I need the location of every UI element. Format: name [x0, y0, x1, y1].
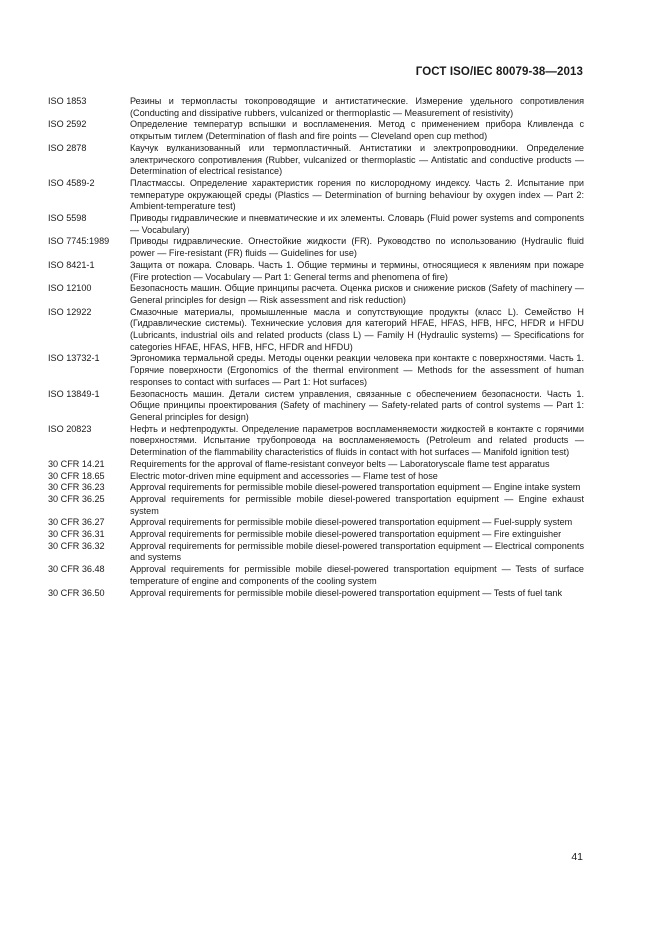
reference-title: Approval requirements for permissible mobile diesel-powered transportation equipment — Tests of surface temperature of engine and components of the cooling system [130, 564, 584, 586]
reference-entry [48, 236, 584, 259]
reference-entry [48, 307, 584, 354]
reference-code: 30 CFR 36.25 [48, 493, 105, 504]
reference-entry [48, 529, 584, 541]
reference-entry [48, 96, 584, 119]
reference-entry [48, 564, 584, 587]
reference-title: Приводы гидравлические. Огнестойкие жидкости (FR). Руководство по использованию (Hydraulic fluid power — Fire-resistant (FR) fluids — Guidelines for use) [130, 236, 584, 259]
reference-code: 30 CFR 36.23 [48, 482, 105, 493]
reference-title: Approval requirements for permissible mobile diesel-powered transportation equipment — Fuel-supply system [130, 517, 573, 528]
reference-entry [48, 353, 584, 388]
reference-title: Electric motor-driven mine equipment and accessories — Flame test of hose [130, 470, 438, 481]
reference-code: ISO 2878 [48, 142, 87, 153]
reference-title: Пластмассы. Определение характеристик горения по кислородному индексу. Часть 2. Испытание при температуре окружающей среды (Plastics — Determination of burning behaviour by oxygen index — Part 2: Ambient-temperature test) [130, 177, 584, 212]
reference-entry [48, 213, 584, 236]
reference-title: Приводы гидравлические и пневматические и их элементы. Словарь (Fluid power systems and components — Vocabulary) [130, 213, 584, 235]
reference-entry [48, 283, 584, 306]
reference-title: Безопасность машин. Общие принципы расчета. Оценка рисков и снижение рисков (Safety of machinery — General principles for design — Risk assessment and risk reduction) [130, 283, 584, 305]
reference-code: ISO 4589-2 [48, 177, 95, 188]
reference-title: Requirements for the approval of flame-resistant conveyor belts — Laboratoryscale flame test apparatus [130, 458, 550, 469]
reference-entry [48, 482, 584, 494]
reference-title: Определение температур вспышки и воспламенения. Метод с применением прибора Кливленда с открытым тиглем (Determination of flash and fire points — Cleveland open cup method) [130, 119, 584, 142]
reference-entry [48, 389, 584, 424]
reference-entry [48, 143, 584, 178]
reference-entry [48, 424, 584, 459]
reference-code: ISO 13849-1 [48, 388, 100, 399]
reference-code: ISO 1853 [48, 96, 87, 106]
reference-entry [48, 119, 584, 142]
reference-code: ISO 12100 [48, 283, 92, 294]
reference-title: Нефть и нефтепродукты. Определение параметров воспламеняемости жидкостей в контакте с горячими поверхностями. Испытание трубопровода на воспламеняемость (Petroleum and related products — Determination of the flammability characteristics of fluids in contact with hot surfaces — Manifold ignition test) [130, 423, 584, 458]
reference-code: 30 CFR 14.21 [48, 458, 105, 469]
reference-code: 30 CFR 18.65 [48, 470, 105, 481]
reference-code: ISO 7745:1989 [48, 236, 110, 247]
reference-title: Approval requirements for permissible mobile diesel-powered transportation equipment — Electrical components and systems [130, 540, 584, 563]
reference-code: ISO 5598 [48, 213, 87, 224]
reference-title: Защита от пожара. Словарь. Часть 1. Общие термины и термины, относящиеся к явлениям при пожаре (Fire protection — Vocabulary — Part 1: General terms and phenomena of fire) [130, 259, 584, 282]
reference-title: Approval requirements for permissible mobile diesel-powered transportation equipment — Tests of fuel tank [130, 587, 563, 598]
reference-title: Approval requirements for permissible mobile diesel-powered transportation equipment — Engine intake system [130, 482, 581, 493]
reference-entry [48, 178, 584, 213]
reference-code: 30 CFR 36.27 [48, 517, 105, 528]
reference-code: 30 CFR 36.32 [48, 540, 105, 551]
reference-entry [48, 588, 584, 600]
reference-title: Approval requirements for permissible mobile diesel-powered transportation equipment — Engine exhaust system [130, 493, 584, 516]
reference-entry [48, 517, 584, 529]
reference-title: Эргономика термальной среды. Методы оценки реакции человека при контакте с поверхностями. Часть 1. Горячие поверхности (Ergonomics of the thermal environment — Methods for the assessment of human responses to contact with surfaces — Part 1: Hot surfaces) [130, 353, 584, 387]
reference-title: Резины и термопласты токопроводящие и антистатические. Измерение удельного сопротивления (Conducting and dissipative rubbers, vulcanized or thermoplastic — Measurement of resistivity) [130, 96, 584, 118]
reference-title: Approval requirements for permissible mobile diesel-powered transportation equipment — Fire extinguisher [130, 529, 562, 540]
reference-code: ISO 12922 [48, 306, 92, 317]
reference-entry [48, 471, 584, 483]
reference-title: Каучук вулканизованный или термопластичный. Антистатики и электропроводники. Определение электрического сопротивления (Rubber, vulcanized or thermoplastic — Antistatic and conductive products — Determination of electrical resistance) [130, 142, 584, 177]
reference-entry [48, 541, 584, 564]
reference-entry [48, 494, 584, 517]
reference-code: ISO 20823 [48, 423, 92, 434]
reference-entry [48, 459, 584, 471]
bibliography-list [48, 96, 584, 599]
reference-code: 30 CFR 36.50 [48, 587, 105, 598]
reference-code: ISO 2592 [48, 119, 87, 130]
document-header: ГОСТ ISO/IEC 80079-38—2013 [415, 66, 583, 78]
reference-title: Смазочные материалы, промышленные масла и сопутствующие продукты (класс L). Семейство H (Гидравлические системы). Технические условия для категорий HFAE, HFAS, HFB, HFC, HFDR и HFDU (Lubricants, industrial oils and related products (class L) — Family H (Hydraulic systems) — Specifications for categories HFAE, HFAS, HFB, HFC, HFDR and HFDU) [130, 306, 584, 352]
reference-code: ISO 13732-1 [48, 353, 100, 364]
reference-code: 30 CFR 36.48 [48, 564, 105, 575]
page-number: 41 [571, 851, 583, 863]
reference-code: 30 CFR 36.31 [48, 529, 105, 540]
reference-title: Безопасность машин. Детали систем управления, связанные с обеспечением безопасности. Часть 1. Общие принципы проектирования (Safety of machinery — Safety-related parts of control systems — Part 1: General principles for design) [130, 388, 584, 422]
reference-entry [48, 260, 584, 283]
reference-code: ISO 8421-1 [48, 259, 95, 270]
